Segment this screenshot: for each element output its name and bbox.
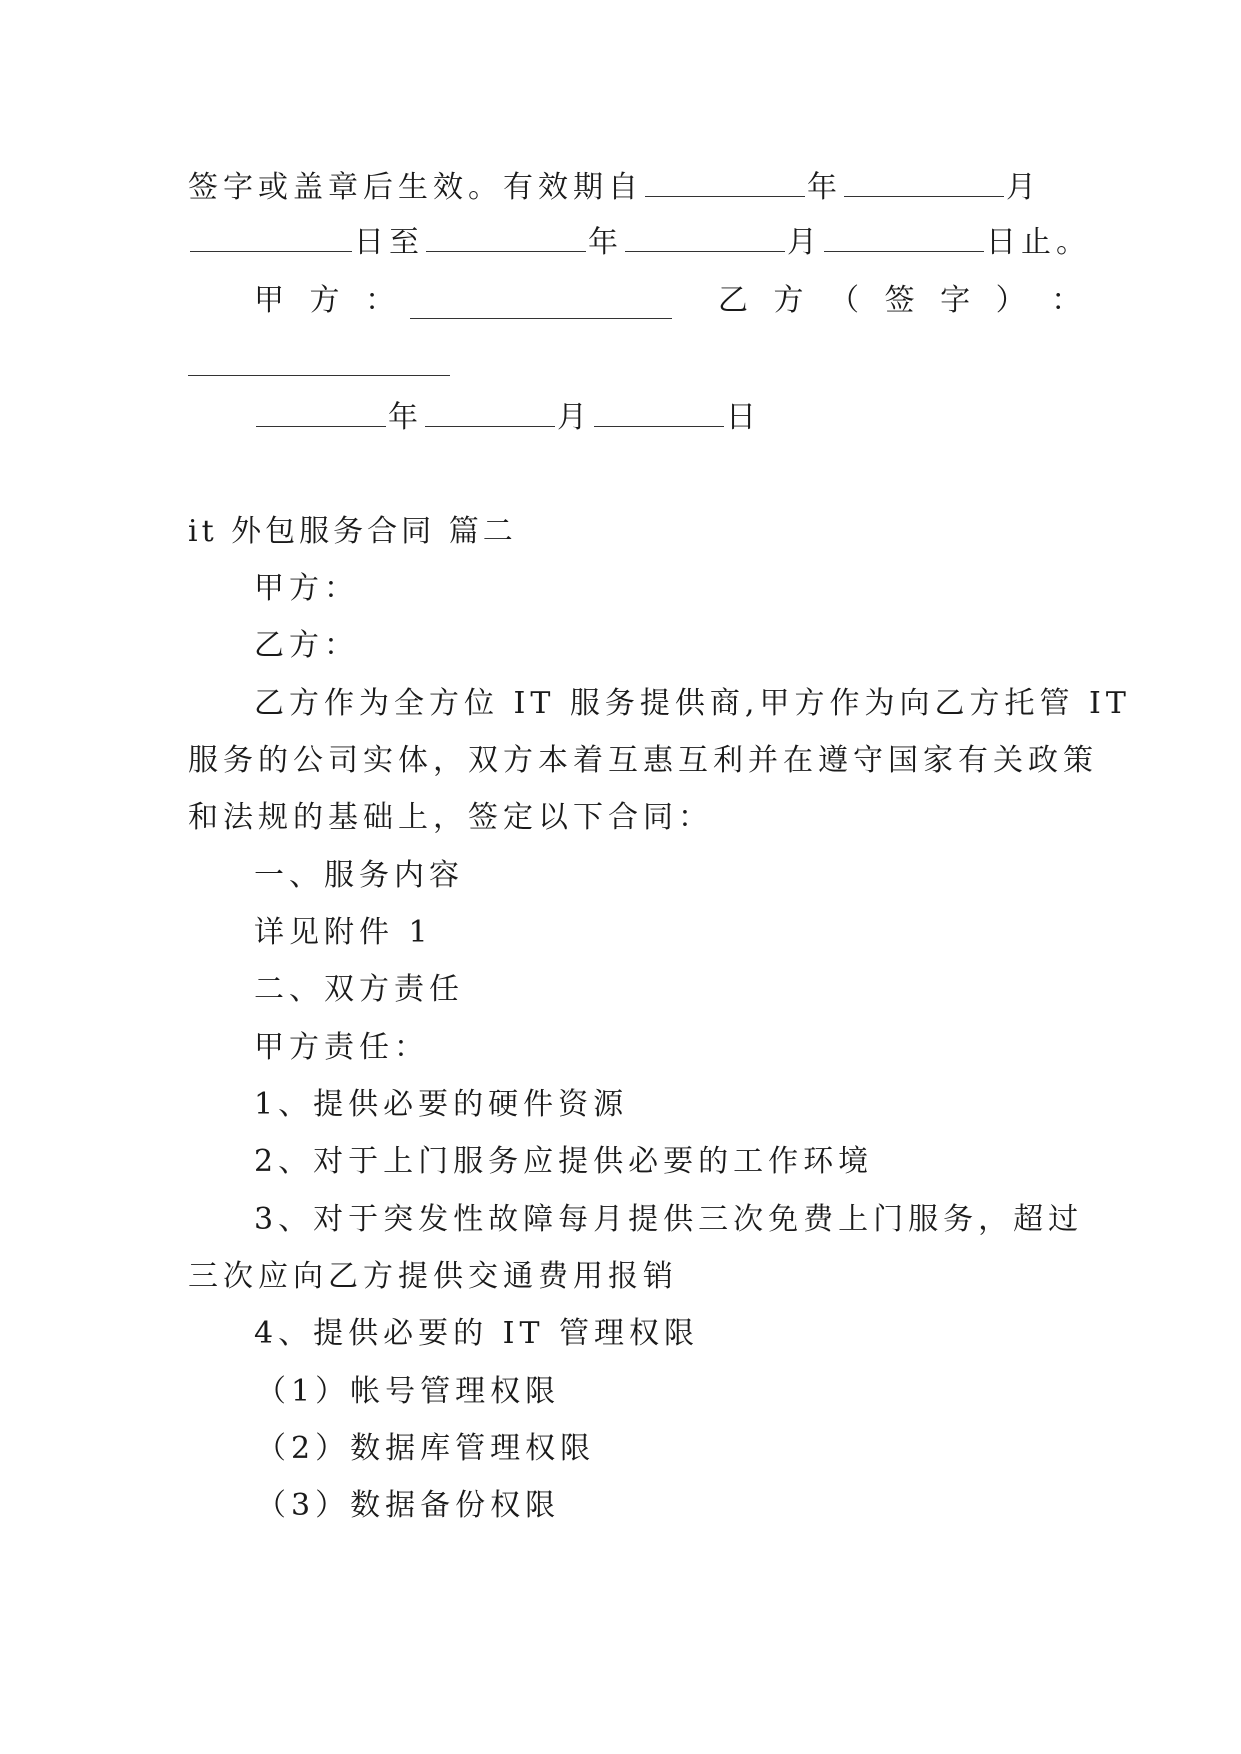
permission-item-2: （2）数据库管理权限 bbox=[256, 1431, 596, 1466]
validity-line-2 bbox=[188, 222, 1091, 264]
day-to-label: 日至 bbox=[354, 225, 424, 260]
party-b-signature-blank bbox=[188, 375, 450, 376]
sign-blank-month bbox=[425, 398, 555, 427]
party-a-label: 甲方： bbox=[254, 571, 359, 606]
validity-text: 签字或盖章后生效。有效期自 bbox=[188, 170, 643, 205]
sign-day-label: 日 bbox=[726, 400, 761, 435]
permission-item-3: （3）数据备份权限 bbox=[256, 1488, 561, 1523]
end-month-label: 月 bbox=[787, 225, 822, 260]
intro-line-2: 服务的公司实体，双方本着互惠互利并在遵守国家有关政策 bbox=[188, 743, 1098, 778]
intro-line-1: 乙方作为全方位 IT 服务提供商,甲方作为向乙方托管 IT bbox=[254, 686, 1131, 721]
blank-end-month bbox=[625, 223, 785, 252]
responsibility-item-1: 1、提供必要的硬件资源 bbox=[254, 1087, 629, 1122]
party-a-signature-label: 甲 方 ： bbox=[254, 283, 404, 318]
responsibility-item-3-cont: 三次应向乙方提供交通费用报销 bbox=[188, 1259, 678, 1294]
blank-end-day bbox=[824, 223, 984, 252]
intro-line-3: 和法规的基础上，签定以下合同： bbox=[188, 800, 713, 835]
sign-blank-year bbox=[256, 398, 386, 427]
party-a-responsibilities: 甲方责任： bbox=[254, 1030, 429, 1065]
party-b-label: 乙方： bbox=[254, 628, 359, 663]
sign-date-line bbox=[254, 397, 761, 439]
responsibility-item-3: 3、对于突发性故障每月提供三次免费上门服务，超过 bbox=[254, 1202, 1084, 1237]
heading-responsibilities: 二、双方责任 bbox=[254, 972, 464, 1007]
validity-line-1 bbox=[188, 167, 1041, 209]
end-year-label: 年 bbox=[588, 225, 623, 260]
sign-blank-day bbox=[594, 398, 724, 427]
sign-year-label: 年 bbox=[388, 400, 423, 435]
blank-year bbox=[645, 168, 805, 197]
blank-month bbox=[844, 168, 1004, 197]
permission-item-1: （1）帐号管理权限 bbox=[256, 1374, 561, 1409]
section-title: it 外包服务合同 篇二 bbox=[188, 514, 517, 549]
blank-day bbox=[190, 223, 352, 252]
responsibility-item-4: 4、提供必要的 IT 管理权限 bbox=[254, 1316, 700, 1351]
month-label: 月 bbox=[1006, 170, 1041, 205]
service-content-text: 详见附件 1 bbox=[254, 915, 433, 950]
responsibility-item-2: 2、对于上门服务应提供必要的工作环境 bbox=[254, 1144, 874, 1179]
year-label: 年 bbox=[807, 170, 842, 205]
party-a-signature-blank bbox=[410, 318, 672, 319]
heading-service-content: 一、服务内容 bbox=[254, 858, 464, 893]
sign-month-label: 月 bbox=[557, 400, 592, 435]
end-day-label: 日止。 bbox=[986, 225, 1091, 260]
blank-end-year bbox=[426, 223, 586, 252]
party-b-signature-label: 乙 方 （ 签 字 ） ： bbox=[718, 283, 1090, 318]
